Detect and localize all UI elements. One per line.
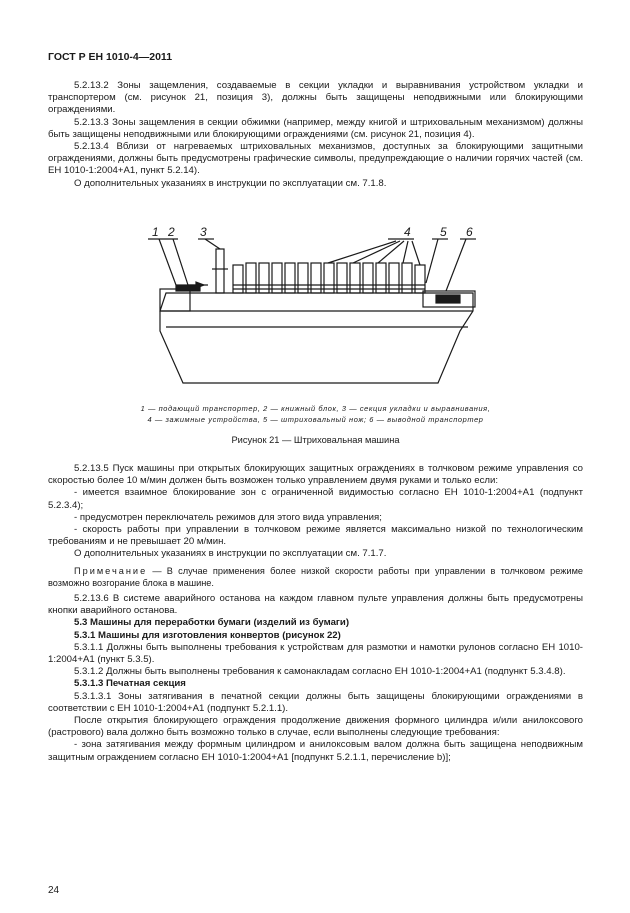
paragraph-5-2-13-6: 5.2.13.6 В системе аварийного останова на каждом главном пульте управления должны быть предусмотрены кнопки аварийного останова.	[48, 593, 583, 617]
figure-label-2: 2	[168, 225, 175, 239]
paragraph-5-2-13-3: 5.2.13.3 Зоны защемления в секции обжимки (например, между книгой и штриховальным механизмом) должны быть защищены неподвижными или блокирующими ограждениями (см. рисунок 21, позиция 4).	[48, 116, 583, 140]
list-item-interlock: - имеется взаимное блокирование зон с ограниченной видимостью согласно ЕН 1010-1:2004+А1 (подпункт 5.2.3.4);	[48, 487, 583, 511]
paragraph-5-3-1-1: 5.3.1.1 Должны быть выполнены требования к устройствам для размотки и намотки рулонов согласно ЕН 1010-1:2004+А1 (пункт 5.3.5).	[48, 641, 583, 666]
figure-label-3: 3	[200, 225, 207, 239]
machine-drawing	[48, 221, 583, 401]
paragraph-after-opening: После открытия блокирующего ограждения продолжение движения формного цилиндра и/или анилоксового (растрового) вала должно быть возможно только в случае, если выполнены следующие требования:	[48, 715, 583, 739]
figure-label-5: 5	[440, 225, 447, 239]
paragraph-5-3-1-3-1: 5.3.1.3.1 Зоны затягивания в печатной секции должны быть защищены блокирующими ограждениями в соответствии с ЕН 1010-1:2004+А1 (подпункт 5.2.1.1).	[48, 690, 583, 714]
note-label: Примечание	[74, 565, 148, 576]
figure-label-4: 4	[404, 225, 411, 239]
figure-label-6: 6	[466, 225, 473, 239]
list-item-mode-switch: - предусмотрен переключатель режимов для этого вида управления;	[74, 511, 382, 523]
figure-legend-line-2: 4 — зажимные устройства, 5 — штриховальный нож; 6 — выводной транспортер	[147, 415, 484, 424]
note	[48, 565, 583, 589]
section-5-3-1-3-heading: 5.3.1.3 Печатная секция	[74, 678, 186, 690]
text-block-middle	[48, 463, 583, 764]
list-item-nip-zone: - зона затягивания между формным цилиндром и анилоксовым валом должна быть защищена неподвижным защитным ограждением согласно ЕН 1010-1:2004+А1 [подпункт 5.2.1.1, перечисление b)];	[48, 739, 583, 763]
page-number: 24	[48, 885, 60, 896]
figure-caption: Рисунок 21 — Штриховальная машина	[231, 435, 400, 445]
figure-label-1: 1	[152, 225, 159, 239]
section-5-3-heading: 5.3 Машины для переработки бумаги (изделий из бумаги)	[74, 617, 350, 629]
figure-legend-line-1: 1 — подающий транспортер, 2 — книжный блок, 3 — секция укладки и выравнивания,	[140, 404, 491, 413]
paragraph-instructions-ref-2: О дополнительных указаниях в инструкции по эксплуатации см. 7.1.7.	[74, 548, 387, 560]
text-block-top	[48, 80, 583, 190]
paragraph-5-2-13-5: 5.2.13.5 Пуск машины при открытых блокирующих защитных ограждениях в толчковом режиме управления со скоростью более 10 м/мин должен быть возможен только управлением двумя руками и только если:	[48, 463, 583, 487]
document-header: ГОСТ Р ЕН 1010-4—2011	[48, 51, 173, 63]
paragraph-instructions-ref: О дополнительных указаниях в инструкции по эксплуатации см. 7.1.8.	[74, 177, 387, 189]
list-item-speed: - скорость работы при управлении в толчковом режиме является максимально низкой по технологическим требованиям и не превышает 20 м/мин.	[48, 524, 583, 548]
paragraph-5-3-1-2: 5.3.1.2 Должны быть выполнены требования к самонакладам согласно ЕН 1010-1:2004+А1 (подпункт 5.3.4.8).	[74, 666, 566, 678]
paragraph-5-2-13-4: 5.2.13.4 Вблизи от нагреваемых штриховальных механизмов, доступных за блокирующими защитными ограждениями, должны быть предусмотрены графические символы, предупреждающие о наличии горячих частей (см. ЕН 1010-1:2004+А1, пункт 5.2.14).	[48, 141, 583, 177]
figure-21	[48, 221, 583, 451]
paragraph-5-2-13-2: 5.2.13.2 Зоны защемления, создаваемые в секции укладки и выравнивания устройством укладки и транспортером (см. рисунок 21, позиция 3), должны быть защищены неподвижными или блокирующими ограждениями.	[48, 80, 583, 116]
note-text: — В случае применения более низкой скорости работы при управлении в толчковом режиме возможно возгорание блока в машине.	[48, 565, 583, 588]
section-5-3-1-heading: 5.3.1 Машины для изготовления конвертов (рисунок 22)	[74, 629, 341, 641]
